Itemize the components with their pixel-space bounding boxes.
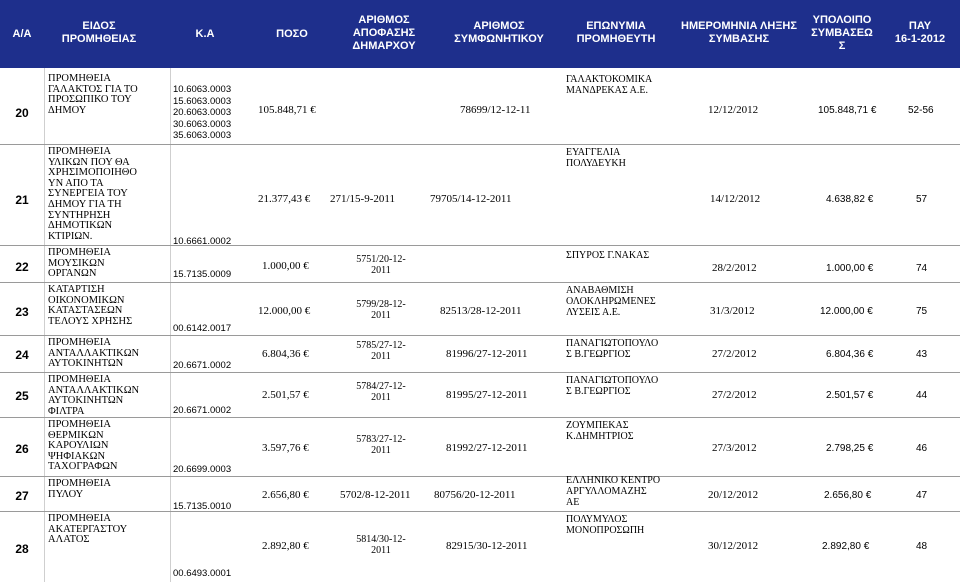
table-row [0,145,960,246]
remaining-balance: 6.804,36 € [826,349,874,360]
supplier-name: ΠΑΝΑΓΙΩΤΟΠΟΥΛΟ Σ Β.ΓΕΩΡΓΙΟΣ [566,338,659,360]
item-description: ΠΡΟΜΗΘΕΙΑ ΠΥΛΟΥ [48,479,111,500]
item-description: ΠΡΟΜΗΘΕΙΑ ΑΝΤΑΛΛΑΚΤΙΚΩΝ ΑΥΤΟΚΙΝΗΤΩΝ [48,338,140,370]
item-description: ΠΡΟΜΗΘΕΙΑ ΓΑΛΑΚΤΟΣ ΓΙΑ ΤΟ ΠΡΟΣΩΠΙΚΟ ΤΟΥ ΔΗΜΟΥ [48,74,138,116]
supplier-name: ΓΑΛΑΚΤΟΚΟΜΙΚΑ ΜΑΝΔΡΕΚΑΣ Α.Ε. [566,74,653,96]
table-row [0,336,960,373]
amount-value: 12.000,00 € [258,305,311,317]
remaining-balance: 2.656,80 € [824,490,872,501]
remaining-balance: 2.892,80 € [822,541,870,552]
kae-codes: 00.6493.0001 [173,568,232,579]
contract-number: 80756/20-12-2011 [434,489,516,501]
pay-reference: 46 [916,443,928,454]
row-number: 25 [15,389,29,403]
remaining-balance: 105.848,71 € [818,105,877,116]
contract-number: 79705/14-12-2011 [430,193,512,205]
item-description: ΚΑΤΑΡΤΙΣΗ ΟΙΚΟΝΟΜΙΚΩΝ ΚΑΤΑΣΤΑΣΕΩΝ ΤΕΛΟΥΣ ΧΡΗΣΗΣ [48,285,133,327]
expiry-date: 31/3/2012 [710,305,755,317]
decision-number: 5751/20-12-2011 [356,254,406,276]
kae-codes: 20.6671.0002 [173,360,232,371]
expiry-date: 27/3/2012 [712,442,757,454]
remaining-balance: 2.798,25 € [826,443,874,454]
expiry-date: 20/12/2012 [708,489,759,501]
contract-number: 82915/30-12-2011 [446,540,528,552]
contract-number: 81995/27-12-2011 [446,389,528,401]
row-number: 24 [15,348,29,362]
header-remaining: ΥΠΟΛΟΙΠΟ ΣΥΜΒΑΣΕΩ Σ [811,14,873,52]
row-number: 23 [15,305,29,319]
table-row [0,283,960,336]
expiry-date: 27/2/2012 [712,389,757,401]
table-header [0,0,960,68]
kae-codes: 10.6063.0003 15.6063.0003 20.6063.0003 30.6063.0003 35.6063.0003 [173,84,232,141]
supplier-name: ΑΝΑΒΑΘΜΙΣΗ ΟΛΟΚΛΗΡΩΜΕΝΕΣ ΛΥΣΕΙΣ Α.Ε. [566,285,656,318]
supplier-name: ΖΟΥΜΠΕΚΑΣ Κ.ΔΗΜΗΤΡΙΟΣ [566,420,634,442]
remaining-balance: 4.638,82 € [826,194,874,205]
kae-codes: 00.6142.0017 [173,323,232,334]
kae-codes: 20.6671.0002 [173,405,232,416]
table-row [0,373,960,418]
expiry-date: 27/2/2012 [712,348,757,360]
decision-number: 5799/28-12-2011 [356,299,406,321]
header-aa: Α/Α [12,28,32,40]
pay-reference: 47 [916,490,928,501]
remaining-balance: 12.000,00 € [820,306,873,317]
decision-number: 271/15-9-2011 [330,193,395,205]
kae-codes: 10.6661.0002 [173,236,232,247]
decision-number: 5784/27-12-2011 [356,381,406,403]
decision-number: 5702/8-12-2011 [340,489,411,501]
decision-number: 5785/27-12-2011 [356,340,406,362]
expiry-date: 30/12/2012 [708,540,759,552]
expiry-date: 28/2/2012 [712,262,757,274]
row-number: 27 [15,489,29,503]
pay-reference: 74 [916,263,928,274]
amount-value: 3.597,76 € [262,442,309,454]
amount-value: 105.848,71 € [258,104,316,116]
decision-number: 5783/27-12-2011 [356,434,406,456]
row-number: 22 [15,260,29,274]
amount-value: 21.377,43 € [258,193,311,205]
pay-reference: 75 [916,306,928,317]
item-description: ΠΡΟΜΗΘΕΙΑ ΑΚΑΤΕΡΓΑΣΤΟΥ ΑΛΑΤΟΣ [48,514,128,546]
item-description: ΠΡΟΜΗΘΕΙΑ ΜΟΥΣΙΚΩΝ ΟΡΓΑΝΩΝ [48,248,111,280]
table-row [0,512,960,581]
contract-number: 78699/12-12-11 [460,104,531,116]
item-description: ΠΡΟΜΗΘΕΙΑ ΥΛΙΚΩΝ ΠΟΥ ΘΑ ΧΡΗΣΙΜΟΠΟΙΗΘΟ ΥΝ ΑΠΟ ΤΑ ΣΥΝΕΡΓΕΙΑ ΤΟΥ ΔΗΜΟΥ ΓΙΑ ΤΗ ΣΥΝΤΗΡΗΣΗ ΔΗΜΟΤΙΚΩΝ ΚΤΙΡΙΩΝ. [48,147,137,242]
header-contract-no: ΑΡΙΘΜΟΣ ΣΥΜΦΩΝΗΤΙΚΟΥ [454,20,544,45]
supplier-name: ΣΠΥΡΟΣ Γ.ΝΑΚΑΣ [566,250,650,261]
expiry-date: 12/12/2012 [708,104,759,116]
supplier-name: ΠΑΝΑΓΙΩΤΟΠΟΥΛΟ Σ Β.ΓΕΩΡΓΙΟΣ [566,375,659,397]
amount-value: 2.656,80 € [262,489,309,501]
pay-reference: 44 [916,390,928,401]
table-row [0,477,960,512]
header-amount: ΠΟΣΟ [276,28,308,40]
kae-codes: 15.7135.0009 [173,269,232,280]
supplier-name: ΕΛΛΗΝΙΚΟ ΚΕΝΤΡΟ ΑΡΓΥΛΛΟΜΑΖΗΣ ΑΕ [566,475,661,508]
contract-number: 81992/27-12-2011 [446,442,528,454]
header-kae: Κ.Α [195,28,215,40]
row-number: 21 [15,193,29,207]
header-decision: ΑΡΙΘΜΟΣ ΑΠΟΦΑΣΗΣ ΔΗΜΑΡΧΟΥ [352,14,416,52]
pay-reference: 48 [916,541,928,552]
kae-codes: 15.7135.0010 [173,501,232,512]
expiry-date: 14/12/2012 [710,193,761,205]
table-row [0,418,960,477]
pay-reference: 57 [916,194,928,205]
header-supplier: ΕΠΩΝΥΜΙΑ ΠΡΟΜΗΘΕΥΤΗ [576,20,656,45]
contract-number: 82513/28-12-2011 [440,305,522,317]
item-description: ΠΡΟΜΗΘΕΙΑ ΘΕΡΜΙΚΩΝ ΚΑΡΟΥΛΙΩΝ ΨΗΦΙΑΚΩΝ ΤΑΧΟΓΡΑΦΩΝ [48,420,118,473]
supplier-name: ΠΟΛΥΜΥΛΟΣ ΜΟΝΟΠΡΟΣΩΠΗ [566,514,645,536]
row-number: 28 [15,542,29,556]
amount-value: 1.000,00 € [262,260,309,272]
table-row [0,246,960,283]
header-pay: ΠΑΥ 16-1-2012 [894,20,946,45]
supplier-name: ΕΥΑΓΓΕΛΙΑ ΠΟΛΥΔΕΥΚΗ [566,147,626,169]
kae-codes: 20.6699.0003 [173,464,232,475]
pay-reference: 52-56 [908,105,934,116]
row-number: 26 [15,442,29,456]
header-expiry: ΗΜΕΡΟΜΗΝΙΑ ΛΗΞΗΣ ΣΥΜΒΑΣΗΣ [681,20,797,45]
pay-reference: 43 [916,349,928,360]
remaining-balance: 1.000,00 € [826,263,874,274]
row-number: 20 [15,106,29,120]
amount-value: 2.892,80 € [262,540,309,552]
item-description: ΠΡΟΜΗΘΕΙΑ ΑΝΤΑΛΛΑΚΤΙΚΩΝ ΑΥΤΟΚΙΝΗΤΩΝ ΦΙΛΤΡΑ [48,375,140,417]
amount-value: 6.804,36 € [262,348,309,360]
amount-value: 2.501,57 € [262,389,309,401]
remaining-balance: 2.501,57 € [826,390,874,401]
header-type: ΕΙΔΟΣ ΠΡΟΜΗΘΕΙΑΣ [61,20,137,45]
table-row [0,72,960,145]
decision-number: 5814/30-12-2011 [356,534,406,556]
contract-number: 81996/27-12-2011 [446,348,528,360]
